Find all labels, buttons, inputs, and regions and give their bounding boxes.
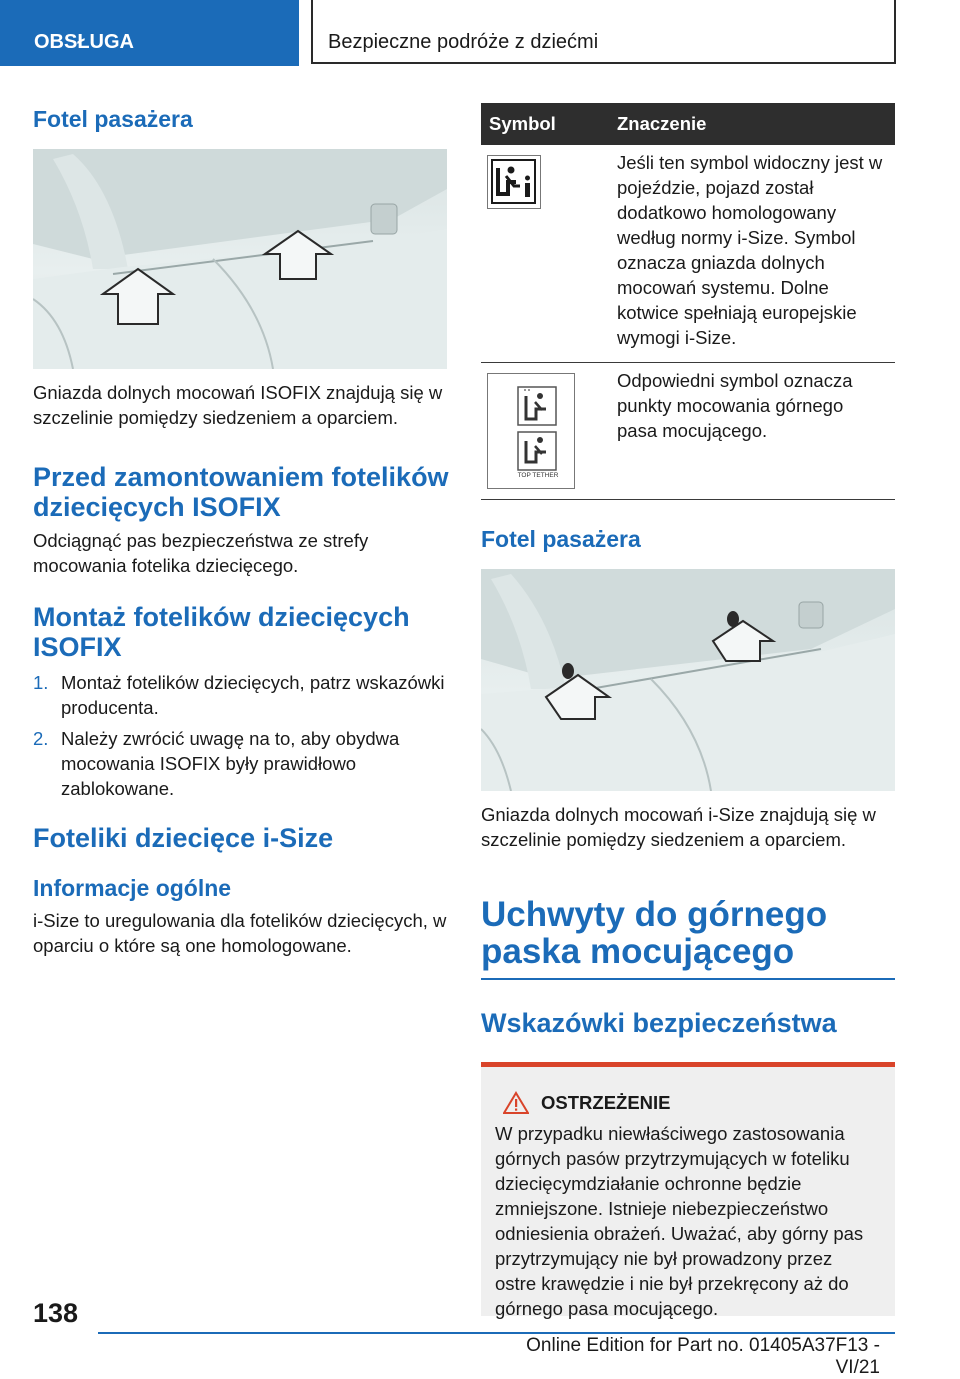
left-column [33, 100, 449, 958]
symbol-table [481, 103, 895, 500]
isize-caption: Gniazda dolnych mocowań i-Size znajdują się w szczelinie pomiędzy siedzeniem a oparciem. [481, 804, 876, 850]
heading-underline [481, 978, 895, 980]
heading-top-tether: Uchwyty do górnego paska mocującego [481, 895, 828, 971]
symbol-cell [481, 145, 605, 363]
top-tether-icon [487, 373, 575, 489]
page-header [0, 0, 960, 66]
heading-isize: Foteliki dziecięce i-Size [33, 823, 334, 853]
warning-triangle-icon [503, 1091, 529, 1115]
footer-rule [98, 1332, 895, 1334]
warning-title: OSTRZEŻENIE [541, 1092, 671, 1113]
warning-text: W przypadku niewłaściwego zastosowania górnych pasów przytrzymujących w foteliku dziecięcymdziałanie ochronne będzie zmniejszone. Istnieje niebezpieczeństwo odniesienia obrażeń. Uważać, aby górny pas przytrzymujący nie był prowadzony przez ostre krawędzie i nie był przekręcony aż do górnego pasa mocującego. [495, 1123, 864, 1319]
before-mount-text: Odciągnąć pas bezpieczeństwa ze strefy mocowania fotelika dziecięcego. [33, 530, 369, 576]
page-number: 138 [33, 1298, 79, 1328]
step-number: 2. [33, 728, 49, 749]
table-row [481, 145, 895, 363]
heading-safety: Wskazówki bezpieczeństwa [481, 1008, 837, 1038]
warning-box [481, 1062, 895, 1319]
isofix-seat-photo [33, 149, 447, 369]
column-header-meaning: Znaczenie [605, 103, 895, 145]
meaning-cell: Odpowiedni symbol oznacza punkty mocowania górnego pasa mocującego. [605, 363, 895, 500]
heading-passenger-seat-isize: Fotel pasażera [481, 526, 641, 552]
chapter-title: Bezpieczne podróże z dziećmi [311, 0, 896, 64]
column-header-symbol: Symbol [481, 103, 605, 145]
mount-steps [33, 670, 449, 801]
heading-passenger-seat: Fotel pasażera [33, 106, 193, 132]
warning-header [495, 1091, 877, 1115]
right-column [481, 103, 895, 1319]
top-tether-label: TOP TETHER [517, 472, 559, 479]
table-row [481, 363, 895, 500]
general-info-text: i-Size to uregulowania dla fotelików dziecięcych, w oparciu o które są one homologowane. [33, 910, 447, 956]
step-text: Należy zwrócić uwagę na to, aby obydwa mocowania ISOFIX były prawidłowo zablokowane. [61, 728, 400, 799]
step-item [33, 670, 449, 720]
symbol-cell [481, 363, 605, 500]
isofix-caption: Gniazda dolnych mocowań ISOFIX znajdują się w szczelinie pomiędzy siedzeniem a oparciem. [33, 382, 443, 428]
step-number: 1. [33, 672, 49, 693]
meaning-cell: Jeśli ten symbol widoczny jest w pojeździe, pojazd został dodatkowo homologowany według normy i-Size. Symbol oznacza gniazda dolnych mocowań systemu. Dolne kotwice spełniają europejskie wymogi i-Size. [605, 145, 895, 363]
heading-mount: Montaż fotelików dziecięcych ISOFIX [33, 602, 410, 662]
edition-info: Online Edition for Part no. 01405A37F13 - VI/21 [526, 1335, 880, 1378]
step-text: Montaż fotelików dziecięcych, patrz wskazówki producenta. [61, 672, 445, 718]
isize-seat-icon [487, 155, 541, 209]
heading-general-info: Informacje ogólne [33, 875, 232, 901]
section-tab[interactable]: OBSŁUGA [0, 0, 299, 66]
isize-seat-photo [481, 569, 895, 791]
step-item [33, 726, 449, 801]
heading-before-mount: Przed zamontowaniem fotelików dziecięcych ISOFIX [33, 462, 449, 522]
